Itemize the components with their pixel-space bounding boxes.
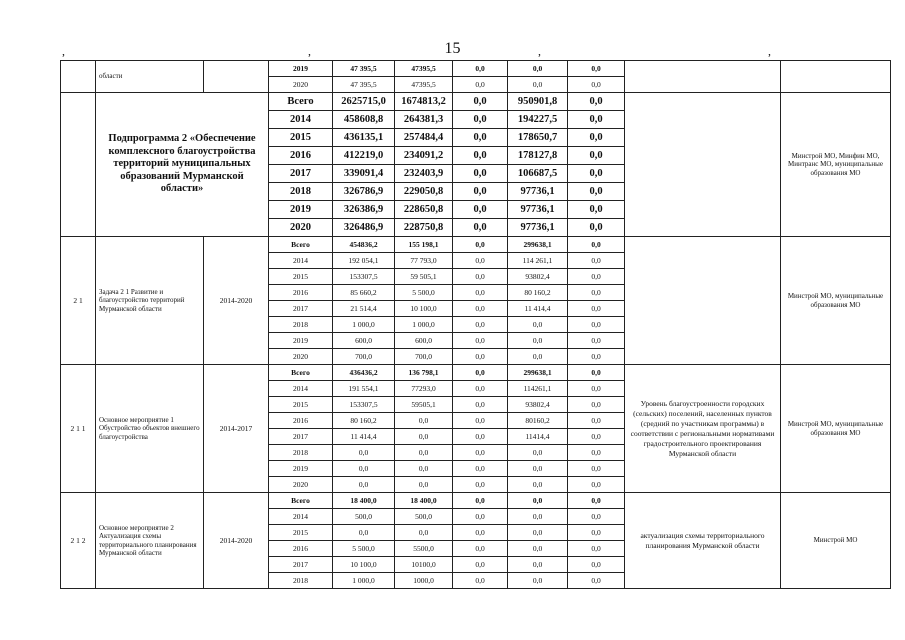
amount-cell: 0,0 [508, 349, 568, 365]
year-cell: 2019 [269, 201, 333, 219]
result-cell: актуализация схемы территориального планирования Мурманской области [625, 493, 781, 589]
amount-cell: 10 100,0 [333, 557, 395, 573]
amount-cell: 80160,2 [508, 413, 568, 429]
amount-cell: 0,0 [568, 573, 625, 589]
period-cell: 2014-2020 [204, 493, 269, 589]
amount-cell: 234091,2 [395, 147, 453, 165]
amount-cell: 0,0 [508, 557, 568, 573]
amount-cell: 0,0 [568, 365, 625, 381]
amount-cell: 47395,5 [395, 77, 453, 93]
period-cell [204, 61, 269, 93]
amount-cell: 0,0 [568, 253, 625, 269]
amount-cell: 0,0 [453, 365, 508, 381]
amount-cell: 0,0 [508, 317, 568, 333]
amount-cell: 97736,1 [508, 201, 568, 219]
amount-cell: 0,0 [508, 573, 568, 589]
amount-cell: 600,0 [333, 333, 395, 349]
page-number: 15 [444, 40, 461, 57]
year-cell: 2018 [269, 573, 333, 589]
amount-cell: 412219,0 [333, 147, 395, 165]
amount-cell: 0,0 [568, 525, 625, 541]
amount-cell: 0,0 [333, 461, 395, 477]
amount-cell: 0,0 [568, 77, 625, 93]
executors-cell [781, 61, 891, 93]
amount-cell: 700,0 [333, 349, 395, 365]
amount-cell: 0,0 [508, 541, 568, 557]
amount-cell: 0,0 [568, 333, 625, 349]
amount-cell: 0,0 [453, 461, 508, 477]
margin-mark: , [308, 44, 311, 58]
amount-cell: 0,0 [508, 477, 568, 493]
amount-cell: 194227,5 [508, 111, 568, 129]
amount-cell: 299638,1 [508, 365, 568, 381]
amount-cell: 0,0 [568, 301, 625, 317]
amount-cell: 1 000,0 [333, 573, 395, 589]
amount-cell: 77 793,0 [395, 253, 453, 269]
result-cell: Уровень благоустроенности городских (сельских) поселений, населенных пунктов (средний по участникам программы) в соответствии с региональными нормативами градостроительного проектирования Мурманской области [625, 365, 781, 493]
executors-cell: Минстрой МО, муниципальные образования МО [781, 237, 891, 365]
amount-cell: 0,0 [453, 541, 508, 557]
year-cell: 2014 [269, 509, 333, 525]
amount-cell: 0,0 [453, 381, 508, 397]
amount-cell: 59 505,1 [395, 269, 453, 285]
year-cell: 2017 [269, 301, 333, 317]
amount-cell: 136 798,1 [395, 365, 453, 381]
amount-cell: 0,0 [395, 445, 453, 461]
amount-cell: 0,0 [453, 165, 508, 183]
amount-cell: 228650,8 [395, 201, 453, 219]
executors-cell: Минстрой МО [781, 493, 891, 589]
amount-cell: 229050,8 [395, 183, 453, 201]
year-cell: 2019 [269, 333, 333, 349]
year-cell: 2018 [269, 317, 333, 333]
amount-cell: 97736,1 [508, 183, 568, 201]
amount-cell: 0,0 [453, 253, 508, 269]
year-cell: 2015 [269, 397, 333, 413]
amount-cell: 59505,1 [395, 397, 453, 413]
amount-cell: 0,0 [568, 349, 625, 365]
amount-cell: 232403,9 [395, 165, 453, 183]
table-row [61, 237, 891, 253]
amount-cell: 0,0 [453, 301, 508, 317]
amount-cell: 191 554,1 [333, 381, 395, 397]
amount-cell: 153307,5 [333, 269, 395, 285]
amount-cell: 0,0 [568, 493, 625, 509]
year-cell: 2020 [269, 349, 333, 365]
margin-mark: , [538, 44, 541, 58]
amount-cell: 299638,1 [508, 237, 568, 253]
period-cell: 2014-2017 [204, 365, 269, 493]
year-cell: 2019 [269, 61, 333, 77]
code-cell [61, 61, 96, 93]
item-description: Задача 2 1 Развитие и благоустройство территорий Мурманской области [96, 237, 204, 365]
amount-cell: 0,0 [453, 93, 508, 111]
amount-cell: 0,0 [395, 461, 453, 477]
amount-cell: 5 500,0 [395, 285, 453, 301]
year-cell: 2017 [269, 557, 333, 573]
amount-cell: 0,0 [568, 509, 625, 525]
amount-cell: 0,0 [568, 129, 625, 147]
item-description: Основное мероприятие 2 Актуализация схемы территориального планирования Мурманской области [96, 493, 204, 589]
amount-cell: 0,0 [453, 77, 508, 93]
amount-cell: 0,0 [568, 201, 625, 219]
year-cell: 2014 [269, 253, 333, 269]
amount-cell: 10 100,0 [395, 301, 453, 317]
result-cell [625, 61, 781, 93]
amount-cell: 18 400,0 [333, 493, 395, 509]
amount-cell: 97736,1 [508, 219, 568, 237]
margin-mark: , [62, 44, 65, 58]
amount-cell: 0,0 [568, 541, 625, 557]
result-cell [625, 93, 781, 237]
amount-cell: 458608,8 [333, 111, 395, 129]
amount-cell: 0,0 [568, 165, 625, 183]
amount-cell: 0,0 [333, 525, 395, 541]
code-cell: 2 1 2 [61, 493, 96, 589]
amount-cell: 0,0 [568, 111, 625, 129]
amount-cell: 0,0 [568, 93, 625, 111]
amount-cell: 0,0 [453, 349, 508, 365]
executors-cell: Минстрой МО, Минфин МО, Минтранс МО, муниципальные образования МО [781, 93, 891, 237]
amount-cell: 0,0 [453, 525, 508, 541]
year-cell: Всего [269, 493, 333, 509]
amount-cell: 0,0 [508, 77, 568, 93]
amount-cell: 0,0 [453, 397, 508, 413]
amount-cell: 326386,9 [333, 201, 395, 219]
amount-cell: 0,0 [453, 201, 508, 219]
year-cell: 2020 [269, 477, 333, 493]
amount-cell: 0,0 [333, 477, 395, 493]
amount-cell: 0,0 [508, 333, 568, 349]
amount-cell: 0,0 [508, 525, 568, 541]
year-cell: 2017 [269, 429, 333, 445]
year-cell: Всего [269, 93, 333, 111]
amount-cell: 5 500,0 [333, 541, 395, 557]
amount-cell: 0,0 [453, 317, 508, 333]
amount-cell: 0,0 [453, 285, 508, 301]
amount-cell: 700,0 [395, 349, 453, 365]
program-finance-table [60, 60, 891, 589]
amount-cell: 0,0 [568, 317, 625, 333]
amount-cell: 0,0 [453, 493, 508, 509]
amount-cell: 0,0 [453, 129, 508, 147]
code-cell: 2 1 1 [61, 365, 96, 493]
amount-cell: 0,0 [508, 461, 568, 477]
amount-cell: 47 395,5 [333, 61, 395, 77]
amount-cell: 0,0 [453, 269, 508, 285]
amount-cell: 0,0 [568, 381, 625, 397]
amount-cell: 0,0 [453, 61, 508, 77]
table-row [61, 365, 891, 381]
amount-cell: 0,0 [395, 477, 453, 493]
amount-cell: 93802,4 [508, 269, 568, 285]
year-cell: 2017 [269, 165, 333, 183]
amount-cell: 0,0 [453, 557, 508, 573]
amount-cell: 436135,1 [333, 129, 395, 147]
amount-cell: 178650,7 [508, 129, 568, 147]
amount-cell: 0,0 [568, 269, 625, 285]
amount-cell: 600,0 [395, 333, 453, 349]
amount-cell: 0,0 [568, 445, 625, 461]
amount-cell: 950901,8 [508, 93, 568, 111]
amount-cell: 0,0 [568, 147, 625, 165]
year-cell: 2018 [269, 445, 333, 461]
amount-cell: 18 400,0 [395, 493, 453, 509]
amount-cell: 0,0 [508, 61, 568, 77]
amount-cell: 80 160,2 [333, 413, 395, 429]
year-cell: 2015 [269, 129, 333, 147]
amount-cell: 0,0 [568, 429, 625, 445]
table-row [61, 93, 891, 111]
amount-cell: 0,0 [453, 147, 508, 165]
amount-cell: 0,0 [453, 237, 508, 253]
amount-cell: 326786,9 [333, 183, 395, 201]
amount-cell: 0,0 [508, 493, 568, 509]
amount-cell: 1 000,0 [395, 317, 453, 333]
amount-cell: 178127,8 [508, 147, 568, 165]
amount-cell: 0,0 [395, 429, 453, 445]
amount-cell: 1674813,2 [395, 93, 453, 111]
amount-cell: 436436,2 [333, 365, 395, 381]
amount-cell: 0,0 [453, 333, 508, 349]
amount-cell: 2625715,0 [333, 93, 395, 111]
amount-cell: 0,0 [568, 461, 625, 477]
amount-cell: 0,0 [453, 509, 508, 525]
amount-cell: 77293,0 [395, 381, 453, 397]
amount-cell: 326486,9 [333, 219, 395, 237]
amount-cell: 0,0 [568, 61, 625, 77]
amount-cell: 0,0 [568, 413, 625, 429]
item-description: области [96, 61, 204, 93]
amount-cell: 85 660,2 [333, 285, 395, 301]
amount-cell: 0,0 [568, 219, 625, 237]
amount-cell: 106687,5 [508, 165, 568, 183]
amount-cell: 11 414,4 [333, 429, 395, 445]
code-cell: 2 1 [61, 237, 96, 365]
amount-cell: 454836,2 [333, 237, 395, 253]
amount-cell: 0,0 [568, 237, 625, 253]
amount-cell: 264381,3 [395, 111, 453, 129]
amount-cell: 11 414,4 [508, 301, 568, 317]
margin-mark: , [768, 44, 771, 58]
table-row [61, 61, 891, 77]
amount-cell: 0,0 [395, 525, 453, 541]
amount-cell: 155 198,1 [395, 237, 453, 253]
code-cell [61, 93, 96, 237]
year-cell: 2014 [269, 111, 333, 129]
amount-cell: 0,0 [453, 429, 508, 445]
amount-cell: 0,0 [395, 413, 453, 429]
amount-cell: 0,0 [333, 445, 395, 461]
amount-cell: 0,0 [568, 183, 625, 201]
amount-cell: 339091,4 [333, 165, 395, 183]
year-cell: 2020 [269, 77, 333, 93]
year-cell: Всего [269, 365, 333, 381]
year-cell: 2016 [269, 147, 333, 165]
amount-cell: 0,0 [453, 413, 508, 429]
executors-cell: Минстрой МО, муниципальные образования МО [781, 365, 891, 493]
year-cell: 2016 [269, 541, 333, 557]
amount-cell: 153307,5 [333, 397, 395, 413]
amount-cell: 0,0 [568, 285, 625, 301]
amount-cell: 114261,1 [508, 381, 568, 397]
amount-cell: 500,0 [333, 509, 395, 525]
period-cell: 2014-2020 [204, 237, 269, 365]
result-cell [625, 237, 781, 365]
amount-cell: 47395,5 [395, 61, 453, 77]
year-cell: 2020 [269, 219, 333, 237]
amount-cell: 0,0 [453, 573, 508, 589]
amount-cell: 228750,8 [395, 219, 453, 237]
year-cell: 2019 [269, 461, 333, 477]
year-cell: 2015 [269, 269, 333, 285]
table-row [61, 493, 891, 509]
amount-cell: 47 395,5 [333, 77, 395, 93]
amount-cell: 0,0 [453, 445, 508, 461]
amount-cell: 0,0 [568, 397, 625, 413]
year-cell: 2015 [269, 525, 333, 541]
amount-cell: 192 054,1 [333, 253, 395, 269]
amount-cell: 21 514,4 [333, 301, 395, 317]
amount-cell: 5500,0 [395, 541, 453, 557]
amount-cell: 93802,4 [508, 397, 568, 413]
year-cell: Всего [269, 237, 333, 253]
subprogram-title: Подпрограмма 2 «Обеспечение комплексного благоустройства территорий муниципальных образований Мурманской области» [96, 93, 269, 237]
amount-cell: 0,0 [453, 111, 508, 129]
amount-cell: 10100,0 [395, 557, 453, 573]
amount-cell: 1000,0 [395, 573, 453, 589]
amount-cell: 257484,4 [395, 129, 453, 147]
amount-cell: 0,0 [453, 219, 508, 237]
amount-cell: 500,0 [395, 509, 453, 525]
amount-cell: 80 160,2 [508, 285, 568, 301]
year-cell: 2016 [269, 285, 333, 301]
amount-cell: 114 261,1 [508, 253, 568, 269]
amount-cell: 0,0 [508, 509, 568, 525]
amount-cell: 0,0 [453, 477, 508, 493]
year-cell: 2018 [269, 183, 333, 201]
amount-cell: 1 000,0 [333, 317, 395, 333]
amount-cell: 0,0 [568, 477, 625, 493]
amount-cell: 0,0 [508, 445, 568, 461]
amount-cell: 0,0 [568, 557, 625, 573]
amount-cell: 11414,4 [508, 429, 568, 445]
amount-cell: 0,0 [453, 183, 508, 201]
year-cell: 2014 [269, 381, 333, 397]
year-cell: 2016 [269, 413, 333, 429]
item-description: Основное мероприятие 1 Обустройство объектов внешнего благоустройства [96, 365, 204, 493]
